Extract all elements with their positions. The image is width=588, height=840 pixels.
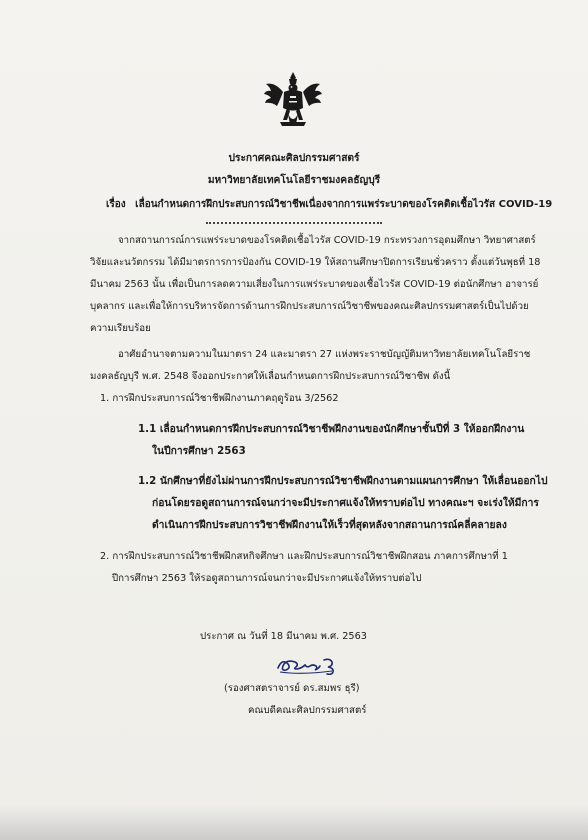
dotted-divider bbox=[206, 222, 382, 224]
item-2 bbox=[100, 546, 508, 590]
signer-name: (รองศาสตราจารย์ ดร.สมพร ธุรี) bbox=[224, 683, 360, 694]
item-line: 2. การฝึกประสบการณ์วิชาชีพฝึกสหกิจศึกษา และฝึกประสบการณ์วิชาชีพฝึกสอน ภาคการศึกษาที่ 1 bbox=[100, 551, 508, 562]
item-line: 1.1 เลื่อนกำหนดการฝึกประสบการณ์วิชาชีพฝึกงานของนักศึกษาชั้นปีที่ 3 ให้ออกฝึกงาน bbox=[138, 423, 525, 435]
subject-label: เรื่อง bbox=[106, 199, 126, 210]
garuda-emblem-icon bbox=[262, 70, 324, 132]
item-1-1 bbox=[138, 418, 524, 462]
item-line: 1.2 นักศึกษาที่ยังไม่ผ่านการฝึกประสบการณ์วิชาชีพฝึกงานตามแผนการศึกษา ให้เลื่อนออกไป bbox=[138, 475, 548, 487]
paragraph-line: มงคลธัญบุรี พ.ศ. 2548 จึงออกประกาศให้เลื่อนกำหนดการฝึกประสบการณ์วิชาชีพ ดังนี้ bbox=[90, 371, 451, 382]
paragraph-line: ความเรียบร้อย bbox=[90, 323, 151, 334]
subject-text: เลื่อนกำหนดการฝึกประสบการณ์วิชาชีพเนื่องจากการแพร่ระบาดของโรคติดเชื้อไวรัส COVID-19 bbox=[135, 199, 553, 210]
paragraph-2 bbox=[90, 344, 530, 388]
paragraph-line: วิจัยและนวัตกรรม ได้มีมาตรการการป้องกัน COVID-19 ให้สถานศึกษาปิดการเรียนชั่วคราว ตั้งแต่วันพุธที่ 18 bbox=[90, 257, 541, 268]
subject-line bbox=[106, 198, 552, 212]
item-1-2 bbox=[138, 470, 548, 536]
item-line: ในปีการศึกษา 2563 bbox=[152, 445, 246, 457]
paragraph-1 bbox=[90, 230, 540, 340]
announcement-title: ประกาศคณะศิลปกรรมศาสตร์ bbox=[228, 153, 360, 164]
paragraph-line: จากสถานการณ์การแพร่ระบาดของโรคติดเชื้อไวรัส COVID-19 กระทรวงการอุดมศึกษา วิทยาศาสตร์ bbox=[118, 235, 536, 246]
paragraph-line: อาศัยอำนาจตามความในมาตรา 24 และมาตรา 27 แห่งพระราชบัญญัติมหาวิทยาลัยเทคโนโลยีราช bbox=[118, 349, 531, 360]
paragraph-line: บุคลากร และเพื่อให้การบริหารจัดการด้านการฝึกประสบการณ์วิชาชีพของคณะศิลปกรรมศาสตร์เป็นไปด้วย bbox=[90, 301, 529, 312]
signer-title: คณบดีคณะศิลปกรรมศาสตร์ bbox=[248, 705, 367, 716]
handwritten-signature bbox=[272, 650, 344, 678]
item-line: ปีการศึกษา 2563 ให้รอดูสถานการณ์จนกว่าจะมีประกาศแจ้งให้ทราบต่อไป bbox=[112, 573, 422, 584]
item-line: ดำเนินการฝึกประสบการวิชาชีพฝึกงานให้เร็วที่สุดหลังจากสถานการณ์คลี่คลายลง bbox=[152, 519, 507, 531]
item-1: 1. การฝึกประสบการณ์วิชาชีพฝึกงานภาคฤดูร้อน 3/2562 bbox=[100, 393, 339, 404]
item-line: ก่อนโดยรอดูสถานการณ์จนกว่าจะมีประกาศแจ้งให้ทราบต่อไป ทางคณะฯ จะเร่งให้มีการ bbox=[152, 497, 539, 509]
university-name: มหาวิทยาลัยเทคโนโลยีราชมงคลธัญบุรี bbox=[207, 175, 381, 186]
paragraph-line: มีนาคม 2563 นั้น เพื่อเป็นการลดความเสี่ยงในการแพร่ระบาดของเชื้อไวรัส COVID-19 ต่อนักศึกษา อาจารย์ bbox=[90, 279, 539, 290]
announcement-date: ประกาศ ณ วันที่ 18 มีนาคม พ.ศ. 2563 bbox=[200, 631, 367, 642]
